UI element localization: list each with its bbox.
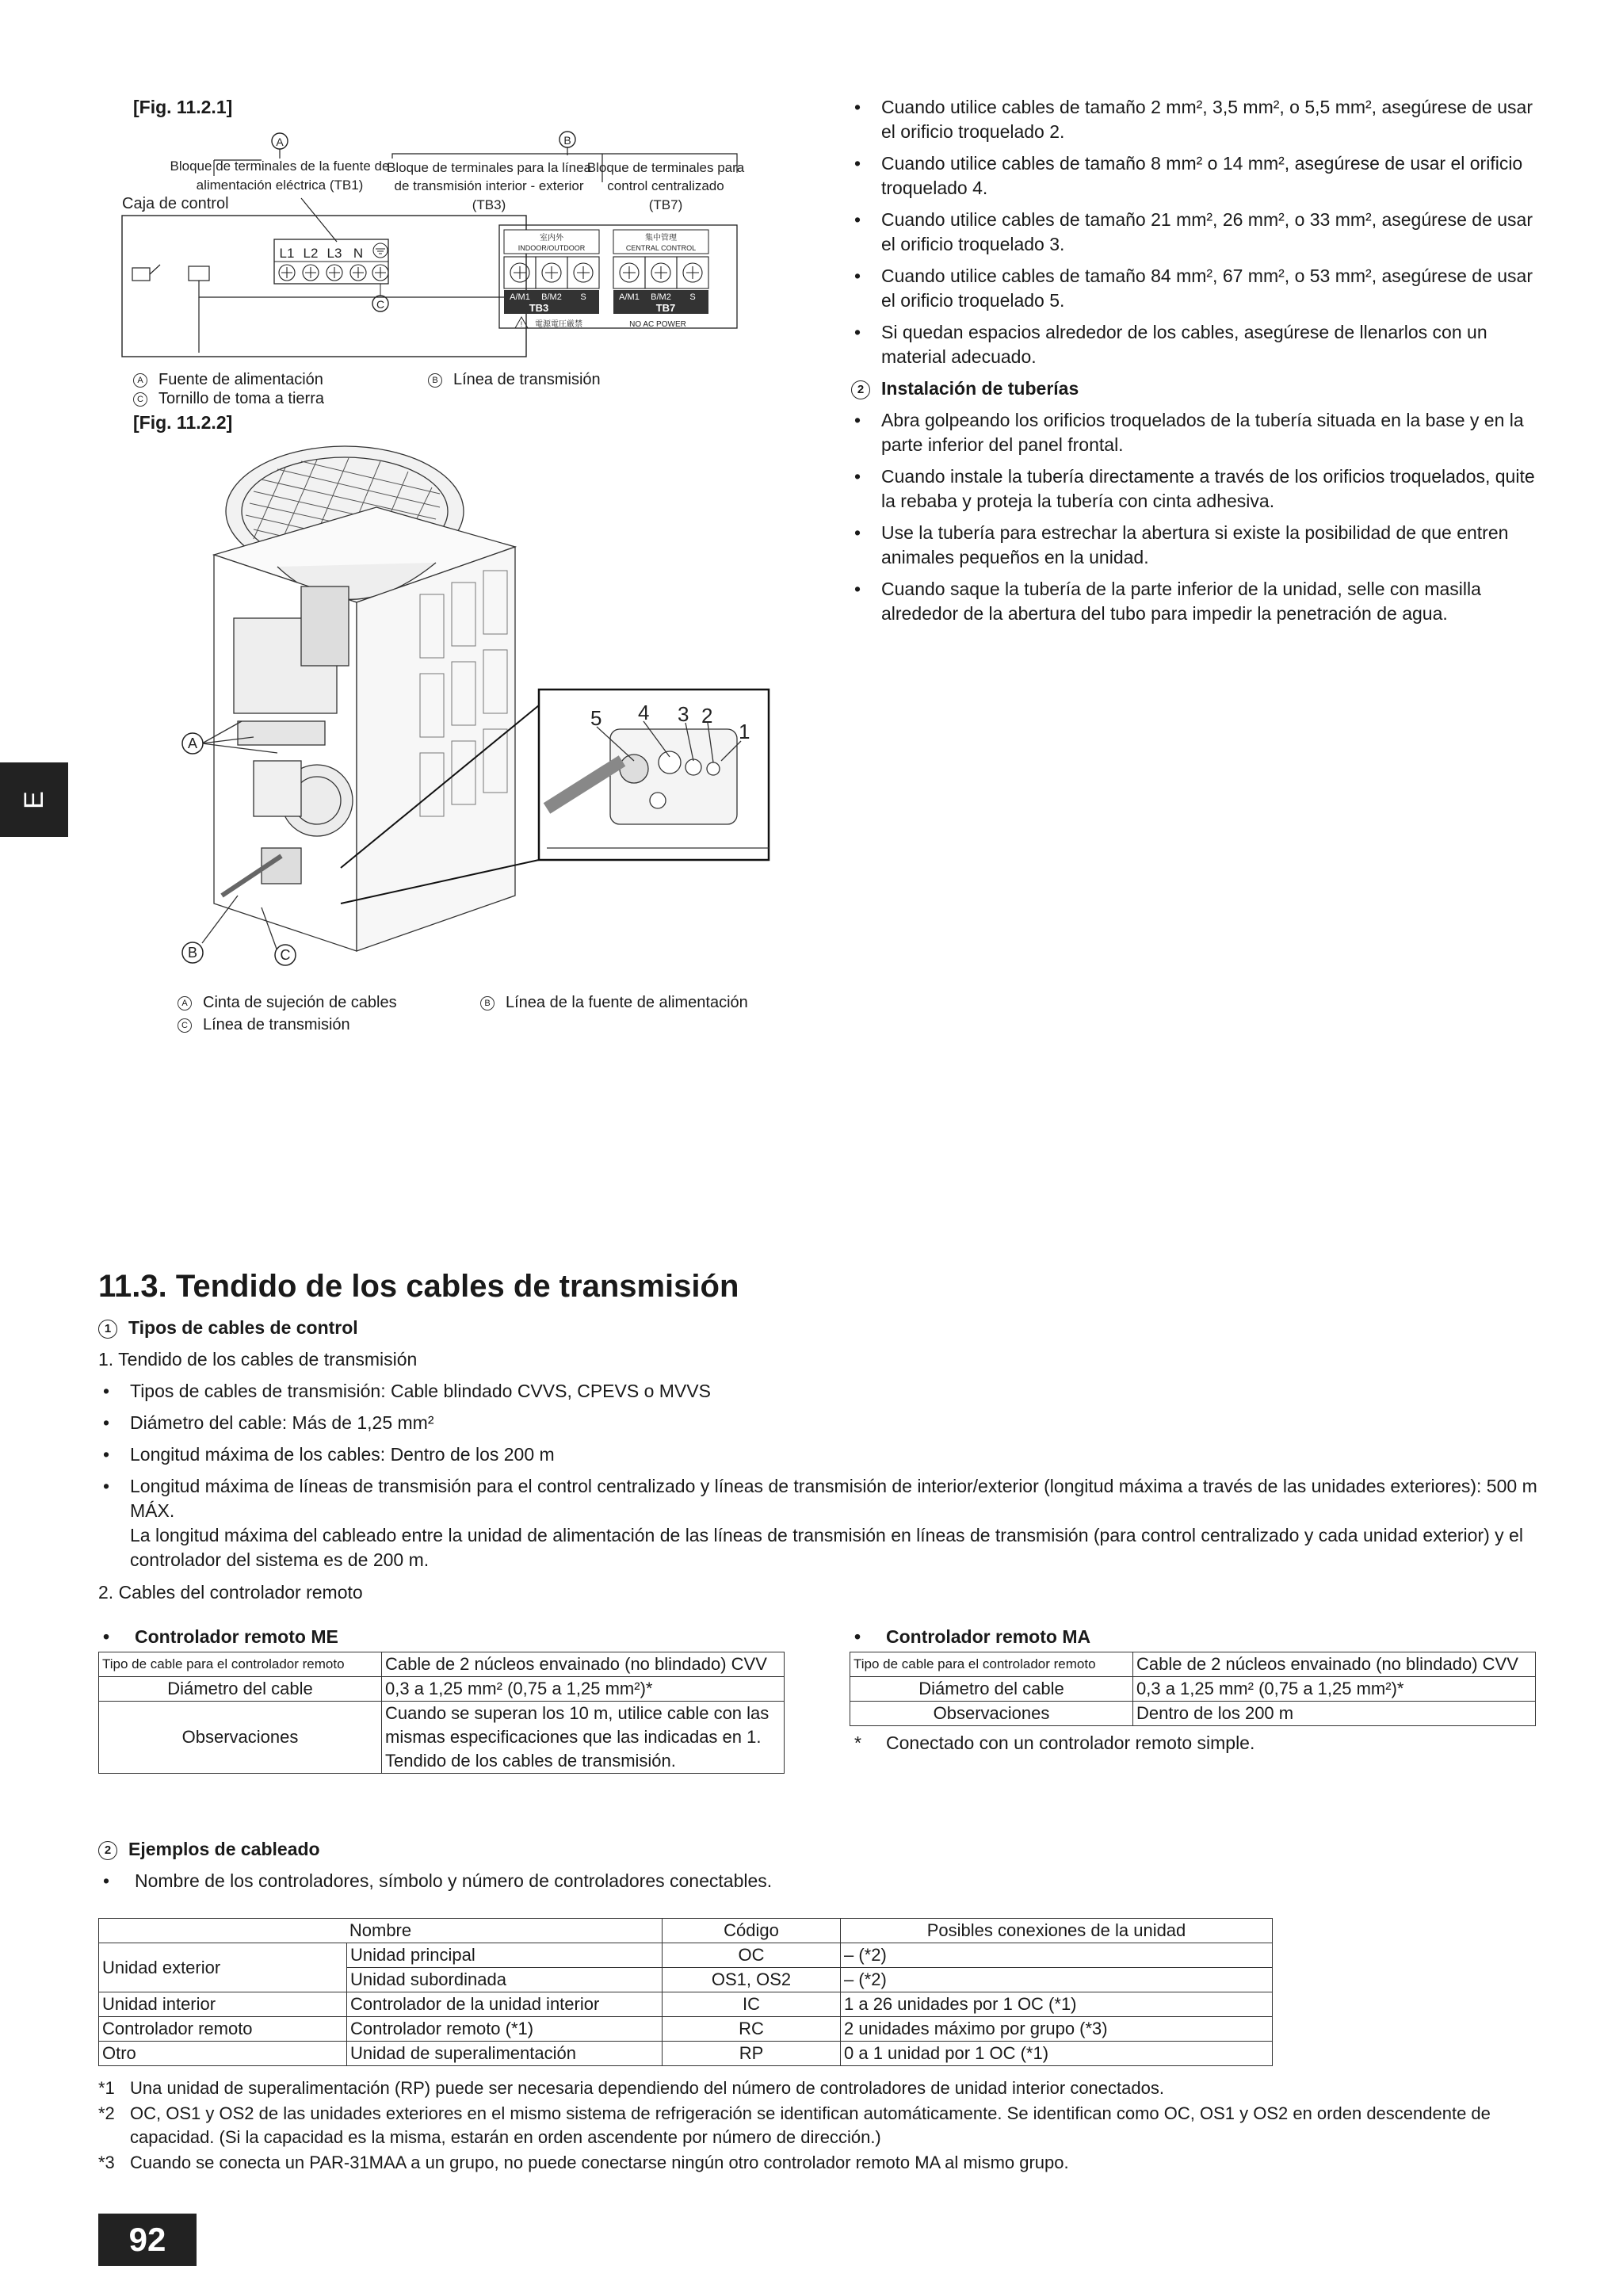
table-row — [99, 1702, 785, 1774]
table-cell: Observaciones — [850, 1702, 1133, 1726]
footnote — [98, 2102, 1556, 2149]
list-item: • Cuando saque la tubería de la parte inferior de la unidad, selle con masilla alrededor de la abertura del tubo para impedir la penetración de agua. — [850, 577, 1547, 626]
table-row — [99, 1652, 785, 1677]
control-cable-heading — [98, 1316, 1549, 1340]
me-cable-table — [98, 1652, 785, 1774]
legend-mark: B — [480, 996, 495, 1010]
header-cell: Código — [663, 1919, 841, 1943]
ma-heading: • Controlador remoto MA — [854, 1626, 1091, 1647]
transmission-list — [98, 1379, 1549, 1572]
fig2-hole-5: 5 — [590, 706, 602, 730]
table-cell: – (*2) — [841, 1943, 1273, 1968]
table-cell: RC — [663, 2017, 841, 2042]
section-title: 11.3. Tendido de los cables de transmisión — [98, 1269, 739, 1304]
note-mark: * — [854, 1733, 861, 1753]
fig2-caption: [Fig. 11.2.2] — [133, 412, 233, 433]
fig1-tb7-slot-b: B/M2 — [651, 292, 671, 302]
fig2-hole-3: 3 — [678, 702, 689, 726]
legend-text: Tornillo de toma a tierra — [158, 390, 324, 407]
fig1-no-ac-power: NO AC POWER — [629, 320, 686, 329]
page-number: 92 — [98, 2214, 197, 2266]
piping-title: Instalación de tuberías — [881, 378, 1079, 399]
legend-mark: B — [428, 373, 442, 388]
table-cell: OS1, OS2 — [663, 1968, 841, 1992]
fig2-marker-a: A — [187, 735, 198, 751]
fig1-tb3-tb7-block — [499, 225, 737, 329]
fig1-label-tb1-line1: Bloque de terminales de la fuente de — [170, 159, 390, 174]
wiring-bullet: • Nombre de los controladores, símbolo y número de controladores conectables. — [103, 1870, 773, 1891]
fig1-tb7-slot-a: A/M1 — [619, 292, 640, 302]
list-item: • Cuando utilice cables de tamaño 8 mm² o 14 mm², asegúrese de usar el orificio troquelado 4. — [850, 151, 1547, 201]
table-cell: Tipo de cable para el controlador remoto — [850, 1652, 1133, 1677]
fig1-terminal-l1: L1 — [279, 246, 295, 261]
ma-title: Controlador remoto MA — [886, 1626, 1091, 1647]
piping-heading — [850, 376, 1547, 401]
header-cell: Nombre — [99, 1919, 663, 1943]
fig2-hole-1: 1 — [739, 720, 750, 743]
fig1-ground-icon — [373, 243, 388, 258]
units-table — [98, 1918, 1273, 2066]
fig2-unit-illustration — [166, 436, 800, 975]
list-item: • Abra golpeando los orificios troquelados de la tubería situada en la base y en la parte inferior del panel frontal. — [850, 408, 1547, 457]
legend-text: Línea de transmisión — [203, 1016, 350, 1033]
fig1-legend-c — [133, 388, 324, 409]
fig2-legend-a — [178, 992, 397, 1013]
fig1-terminal-l3: L3 — [327, 246, 342, 261]
list-item: • Diámetro del cable: Más de 1,25 mm² — [98, 1411, 1549, 1435]
list-item — [98, 1474, 1549, 1572]
list-item: • Cuando utilice cables de tamaño 2 mm², 3,5 mm², o 5,5 mm², asegúrese de usar el orificio troquelado 2. — [850, 95, 1547, 144]
table-cell: Cuando se superan los 10 m, utilice cable con las mismas especificaciones que las indicadas en 1. Tendido de los cables de transmisión. — [382, 1702, 785, 1774]
table-cell: Diámetro del cable — [850, 1677, 1133, 1702]
legend-mark: A — [178, 996, 192, 1010]
fig2-legend-b — [480, 992, 748, 1013]
list-item: • Longitud máxima de los cables: Dentro de los 200 m — [98, 1442, 1549, 1467]
list-item: • Use la tubería para estrechar la abertura si existe la posibilidad de que entren animales pequeños en la unidad. — [850, 521, 1547, 570]
cable-hole-list — [850, 95, 1547, 369]
fig1-label-tb7-line3: (TB7) — [648, 197, 683, 212]
fig2-hole-2: 2 — [701, 704, 713, 728]
fig1-tb3-slot-a: A/M1 — [510, 292, 530, 302]
table-row — [99, 2017, 1273, 2042]
fig1-tb3-header-jp: 室内外 — [540, 234, 563, 243]
fig1-terminal-diagram — [119, 127, 753, 365]
fig1-label-tb3-line2: de transmisión interior - exterior — [394, 178, 584, 193]
section-side-tab — [0, 762, 68, 837]
table-cell: 0 a 1 unidad por 1 OC (*1) — [841, 2042, 1273, 2066]
table-cell: Unidad principal — [347, 1943, 663, 1968]
table-cell: 2 unidades máximo por grupo (*3) — [841, 2017, 1273, 2042]
list-item: • Cuando instale la tubería directamente a través de los orificios troquelados, quite la rebaba y proteja la tubería con cinta adhesiva. — [850, 464, 1547, 514]
footnote-text: OC, OS1 y OS2 de las unidades exteriores en el mismo sistema de refrigeración se identifican automáticamente. Se identifican como OC, OS1 y OS2 en orden descendente de capacidad. (Si la capacidad es la misma, estarán en orden ascendente por número de dirección.) — [130, 2103, 1491, 2147]
side-tab-label: E — [18, 790, 49, 809]
table-cell: 0,3 a 1,25 mm² (0,75 a 1,25 mm²)* — [382, 1677, 785, 1702]
fig1-marker-a: A — [276, 136, 284, 148]
note-text: Conectado con un controlador remoto simple. — [886, 1733, 1255, 1753]
legend-text: Cinta de sujeción de cables — [203, 994, 397, 1011]
me-title: Controlador remoto ME — [135, 1626, 338, 1647]
header-cell: Posibles conexiones de la unidad — [841, 1919, 1273, 1943]
table-row — [850, 1652, 1536, 1677]
fig1-tb7-header-jp: 集中管理 — [645, 234, 677, 243]
table-cell: Otro — [99, 2042, 347, 2066]
table-cell: Observaciones — [99, 1702, 382, 1774]
section-mark: 2 — [851, 380, 870, 399]
fig2-legend-c — [178, 1014, 350, 1035]
fig1-tb7-name: TB7 — [655, 302, 676, 314]
fig2-marker-b: B — [187, 945, 198, 961]
fig1-label-tb3-line1: Bloque de terminales para la línea — [387, 160, 591, 175]
ma-note — [850, 1731, 1254, 1755]
table-cell: OC — [663, 1943, 841, 1968]
table-cell: Tipo de cable para el controlador remoto — [99, 1652, 382, 1677]
fig1-marker-b: B — [563, 134, 571, 147]
footnote — [98, 2151, 1556, 2175]
table-cell: Unidad de superalimentación — [347, 2042, 663, 2066]
section-mark: 2 — [98, 1841, 117, 1860]
item-2: 2. Cables del controlador remoto — [98, 1582, 363, 1603]
table-cell: IC — [663, 1992, 841, 2017]
table-row — [99, 1992, 1273, 2017]
section-mark: 1 — [98, 1320, 117, 1339]
legend-mark: C — [178, 1018, 192, 1033]
table-cell: Diámetro del cable — [99, 1677, 382, 1702]
right-column — [850, 95, 1547, 633]
table-header-row — [99, 1919, 1273, 1943]
control-cable-title: Tipos de cables de control — [128, 1317, 358, 1338]
fig1-label-tb7-line1: Bloque de terminales para — [586, 160, 745, 175]
table-cell: RP — [663, 2042, 841, 2066]
long-bullet-cont: La longitud máxima del cableado entre la unidad de alimentación de las líneas de transmisión en líneas de transmisión (para control centralizado y cada unidad exterior) y el controlador del sistema es de 200 m. — [130, 1525, 1523, 1570]
list-item: • Si quedan espacios alrededor de los cables, asegúrese de llenarlos con un material adecuado. — [850, 320, 1547, 369]
fig1-tb3-slot-b: B/M2 — [541, 292, 562, 302]
table-cell: Unidad subordinada — [347, 1968, 663, 1992]
table-cell: Controlador de la unidad interior — [347, 1992, 663, 2017]
table-cell: 1 a 26 unidades por 1 OC (*1) — [841, 1992, 1273, 2017]
fig1-label-tb7-line2: control centralizado — [607, 178, 724, 193]
list-item: • Cuando utilice cables de tamaño 84 mm², 67 mm², o 53 mm², asegúrese de usar el orificio troquelado 5. — [850, 264, 1547, 313]
wiring-title: Ejemplos de cableado — [128, 1839, 320, 1859]
fig1-warning-text: 電源電圧厳禁 — [535, 320, 582, 329]
wiring-heading — [98, 1837, 320, 1862]
item-1: 1. Tendido de los cables de transmisión — [98, 1349, 418, 1370]
table-row — [850, 1702, 1536, 1726]
table-cell: Unidad interior — [99, 1992, 347, 2017]
table-row — [850, 1677, 1536, 1702]
fig1-label-tb1-line2: alimentación eléctrica (TB1) — [196, 178, 364, 193]
svg-text:!: ! — [520, 320, 523, 328]
table-cell: Dentro de los 200 m — [1133, 1702, 1536, 1726]
fig1-caption: [Fig. 11.2.1] — [133, 97, 233, 117]
fig1-tb7-slot-s: S — [689, 292, 696, 302]
piping-list — [850, 408, 1547, 626]
list-item: • Cuando utilice cables de tamaño 21 mm², 26 mm², o 33 mm², asegúrese de usar el orificio troquelado 3. — [850, 208, 1547, 257]
table-row — [99, 2042, 1273, 2066]
table-row — [99, 1677, 785, 1702]
fig1-label-control-box: Caja de control — [122, 195, 229, 212]
table-cell: Controlador remoto — [99, 2017, 347, 2042]
section-body — [98, 1316, 1549, 1605]
footnote — [98, 2076, 1556, 2100]
legend-text: Línea de transmisión — [453, 371, 601, 388]
fig1-tb3-name: TB3 — [529, 302, 549, 314]
fig1-terminal-l2: L2 — [303, 246, 319, 261]
table-cell: – (*2) — [841, 1968, 1273, 1992]
fig1-legend-b — [428, 369, 601, 390]
fig1-legend-a — [133, 369, 323, 390]
fig2-hole-4: 4 — [638, 701, 650, 724]
me-heading: • Controlador remoto ME — [103, 1626, 338, 1647]
legend-mark: A — [133, 373, 147, 388]
footnotes — [98, 2076, 1556, 2175]
fig1-tb3-header: INDOOR/OUTDOOR — [517, 244, 586, 252]
wiring-bullet-text: Nombre de los controladores, símbolo y número de controladores conectables. — [135, 1870, 773, 1891]
fig1-marker-c: C — [376, 298, 385, 311]
legend-text: Línea de la fuente de alimentación — [506, 994, 748, 1011]
long-bullet: Longitud máxima de líneas de transmisión para el control centralizado y líneas de transmisión de interior/exterior (longitud máxima a través de las unidades exteriores): 500 m MÁX. — [130, 1476, 1537, 1521]
legend-text: Fuente de alimentación — [158, 371, 323, 388]
footnote-text: Una unidad de superalimentación (RP) puede ser necesaria dependiendo del número de controladores de unidad interior conectados. — [130, 2078, 1164, 2098]
table-cell: Cable de 2 núcleos envainado (no blindado) CVV — [382, 1652, 785, 1677]
fig1-tb7-header: CENTRAL CONTROL — [625, 244, 697, 252]
table-row — [99, 1943, 1273, 1968]
footnote-mark: *1 — [98, 2078, 115, 2098]
fig2-marker-c: C — [280, 947, 291, 963]
fig1-label-tb3-line3: (TB3) — [472, 197, 506, 212]
footnote-text: Cuando se conecta un PAR-31MAA a un grupo, no puede conectarse ningún otro controlador remoto MA al mismo grupo. — [130, 2153, 1069, 2172]
ma-cable-table — [850, 1652, 1536, 1726]
legend-mark: C — [133, 392, 147, 407]
footnote-mark: *3 — [98, 2153, 115, 2172]
footnote-mark: *2 — [98, 2103, 115, 2123]
list-item: • Tipos de cables de transmisión: Cable blindado CVVS, CPEVS o MVVS — [98, 1379, 1549, 1404]
fig1-terminal-n: N — [353, 246, 364, 261]
fig1-tb3-slot-s: S — [580, 292, 586, 302]
table-cell: Unidad exterior — [99, 1943, 347, 1992]
table-cell: 0,3 a 1,25 mm² (0,75 a 1,25 mm²)* — [1133, 1677, 1536, 1702]
table-cell: Controlador remoto (*1) — [347, 2017, 663, 2042]
table-cell: Cable de 2 núcleos envainado (no blindado) CVV — [1133, 1652, 1536, 1677]
